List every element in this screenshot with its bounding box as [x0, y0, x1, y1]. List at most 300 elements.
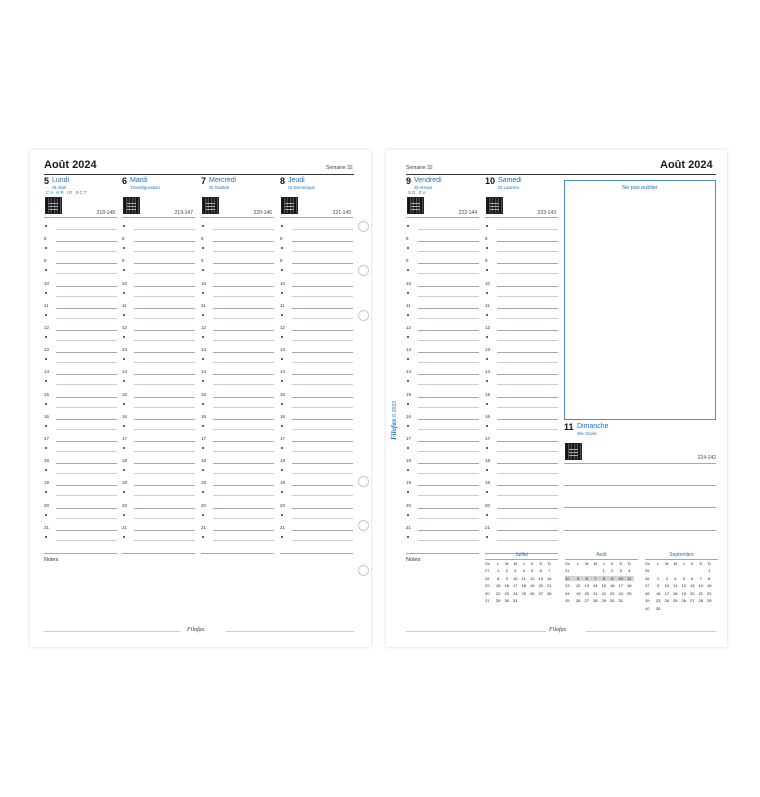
- hour-label: 14: [485, 369, 491, 375]
- hour-label: 11: [406, 302, 411, 308]
- hour-label: 20: [280, 502, 286, 508]
- half-hour-rule[interactable]: [56, 451, 117, 452]
- half-hour-rule[interactable]: [418, 273, 479, 274]
- half-hour-rule[interactable]: [213, 251, 274, 252]
- hour-rule[interactable]: [56, 419, 117, 420]
- half-hour-rule[interactable]: [292, 540, 353, 541]
- mini-calendar-date[interactable]: 20: [538, 583, 543, 589]
- mini-calendar-date[interactable]: 17: [513, 583, 518, 589]
- hour-rule[interactable]: [213, 241, 274, 242]
- mini-calendar-date[interactable]: 23: [610, 590, 615, 596]
- hour-rule[interactable]: [56, 308, 117, 309]
- hour-rule[interactable]: [292, 530, 353, 531]
- mini-calendar-date[interactable]: 18: [521, 583, 526, 589]
- hour-rule[interactable]: [292, 397, 353, 398]
- hour-rule[interactable]: [56, 508, 117, 509]
- half-hour-rule[interactable]: [497, 229, 558, 230]
- mini-calendar-date[interactable]: 21: [547, 583, 552, 589]
- mini-calendar-date[interactable]: 20: [690, 590, 695, 596]
- half-hour-rule[interactable]: [497, 495, 558, 496]
- mini-calendar-date[interactable]: 26: [681, 598, 686, 604]
- mini-calendar-date[interactable]: 6: [585, 575, 588, 581]
- hour-rule[interactable]: [292, 419, 353, 420]
- mini-calendar-date[interactable]: 31: [618, 598, 623, 604]
- mini-calendar-week-number: 36: [645, 575, 650, 581]
- mini-calendar-date[interactable]: 6: [691, 575, 694, 581]
- half-hour-rule[interactable]: [497, 273, 558, 274]
- mini-calendar-date[interactable]: 29: [707, 598, 712, 604]
- hour-rule[interactable]: [134, 441, 195, 442]
- mini-calendar-date[interactable]: 29: [601, 598, 606, 604]
- mini-calendar-date[interactable]: 24: [513, 590, 518, 596]
- mini-calendar-date[interactable]: 1: [602, 568, 605, 573]
- sunday-rule-1[interactable]: [564, 463, 716, 464]
- half-hour-dot: [202, 491, 204, 493]
- hour-rule[interactable]: [418, 530, 479, 531]
- hour-rule[interactable]: [134, 330, 195, 331]
- mini-calendar-date[interactable]: 8: [708, 575, 711, 581]
- half-hour-rule[interactable]: [56, 407, 117, 408]
- hour-rule[interactable]: [418, 330, 479, 331]
- half-hour-dot: [45, 447, 47, 449]
- hour-rule[interactable]: [418, 286, 479, 287]
- mini-calendar-date[interactable]: 11: [627, 575, 632, 581]
- half-hour-rule[interactable]: [213, 407, 274, 408]
- half-hour-rule[interactable]: [134, 518, 195, 519]
- half-hour-rule[interactable]: [292, 473, 353, 474]
- mini-calendar-date[interactable]: 2: [657, 575, 660, 581]
- mini-calendar-date[interactable]: 15: [496, 583, 501, 589]
- mini-calendar-date[interactable]: 3: [619, 568, 622, 573]
- mini-calendar-date[interactable]: 3: [665, 575, 668, 581]
- hour-rule[interactable]: [213, 508, 274, 509]
- half-hour-rule[interactable]: [56, 318, 117, 319]
- half-hour-rule[interactable]: [56, 473, 117, 474]
- half-hour-rule[interactable]: [134, 495, 195, 496]
- half-hour-rule[interactable]: [56, 251, 117, 252]
- hour-rule[interactable]: [213, 397, 274, 398]
- hour-rule[interactable]: [134, 530, 195, 531]
- half-hour-rule[interactable]: [56, 495, 117, 496]
- hour-rule[interactable]: [292, 263, 353, 264]
- half-hour-rule[interactable]: [497, 540, 558, 541]
- half-hour-rule[interactable]: [134, 429, 195, 430]
- half-hour-rule[interactable]: [134, 362, 195, 363]
- half-hour-rule[interactable]: [292, 296, 353, 297]
- hour-rule[interactable]: [134, 263, 195, 264]
- half-hour-rule[interactable]: [497, 407, 558, 408]
- mini-calendar-date[interactable]: 31: [513, 598, 518, 604]
- binder-hole-2: [358, 265, 369, 276]
- half-hour-rule[interactable]: [418, 340, 479, 341]
- half-hour-dot: [281, 358, 283, 360]
- half-hour-rule[interactable]: [497, 384, 558, 385]
- half-hour-rule[interactable]: [213, 451, 274, 452]
- hour-rule[interactable]: [134, 419, 195, 420]
- hour-label: 8: [485, 236, 488, 242]
- hour-rule[interactable]: [497, 286, 558, 287]
- mini-calendar-date[interactable]: 27: [690, 598, 695, 604]
- mini-calendar-date: [697, 568, 706, 573]
- left-week-label: Semaine 32: [326, 165, 353, 171]
- mini-calendar-date[interactable]: 1: [708, 568, 711, 573]
- half-hour-rule[interactable]: [134, 473, 195, 474]
- hour-rule[interactable]: [292, 508, 353, 509]
- mini-calendar-date[interactable]: 17: [664, 590, 669, 596]
- half-hour-rule[interactable]: [292, 318, 353, 319]
- day-footer-rule: [122, 553, 195, 554]
- hour-rule[interactable]: [213, 263, 274, 264]
- half-hour-rule[interactable]: [213, 518, 274, 519]
- mini-calendar-date[interactable]: 2: [505, 568, 508, 573]
- half-hour-rule[interactable]: [213, 473, 274, 474]
- half-hour-rule[interactable]: [418, 229, 479, 230]
- half-hour-rule[interactable]: [497, 518, 558, 519]
- half-hour-rule[interactable]: [292, 229, 353, 230]
- hour-rule[interactable]: [497, 241, 558, 242]
- sunday-rule-4[interactable]: [564, 530, 716, 531]
- hour-rule[interactable]: [497, 397, 558, 398]
- half-hour-rule[interactable]: [213, 340, 274, 341]
- half-hour-rule[interactable]: [134, 451, 195, 452]
- half-hour-rule[interactable]: [418, 451, 479, 452]
- hour-rule[interactable]: [134, 508, 195, 509]
- hour-rule[interactable]: [418, 397, 479, 398]
- mini-calendar-date[interactable]: 13: [690, 583, 695, 589]
- half-hour-rule[interactable]: [418, 407, 479, 408]
- mini-calendar-date[interactable]: 13: [584, 583, 589, 589]
- half-hour-dot: [123, 491, 125, 493]
- half-hour-rule[interactable]: [292, 407, 353, 408]
- hour-rule[interactable]: [56, 286, 117, 287]
- mini-calendar-date[interactable]: 13: [538, 575, 543, 581]
- half-hour-rule[interactable]: [497, 362, 558, 363]
- half-hour-rule[interactable]: [134, 296, 195, 297]
- hour-label: 14: [406, 369, 412, 375]
- mini-calendar-date[interactable]: 30: [504, 598, 509, 604]
- mini-calendar-date[interactable]: 19: [681, 590, 686, 596]
- half-hour-dot: [45, 514, 47, 516]
- hour-rule[interactable]: [418, 419, 479, 420]
- half-hour-dot: [202, 336, 204, 338]
- hour-rule[interactable]: [56, 463, 117, 464]
- hour-rule[interactable]: [292, 441, 353, 442]
- half-hour-rule[interactable]: [56, 429, 117, 430]
- half-hour-rule[interactable]: [418, 362, 479, 363]
- mini-calendar-date[interactable]: 2: [611, 568, 614, 573]
- hour-rule[interactable]: [418, 508, 479, 509]
- mini-calendar-date[interactable]: 28: [593, 598, 598, 604]
- sunday-rule-2[interactable]: [564, 485, 716, 486]
- hour-rule[interactable]: [292, 485, 353, 486]
- mini-calendar-date[interactable]: 24: [618, 590, 623, 596]
- mini-calendar-date[interactable]: 16: [656, 590, 661, 596]
- sunday-rule-3[interactable]: [564, 507, 716, 508]
- hour-rule[interactable]: [134, 463, 195, 464]
- hour-rule[interactable]: [56, 441, 117, 442]
- half-hour-rule[interactable]: [213, 495, 274, 496]
- hour-label: 13: [44, 347, 50, 353]
- half-hour-rule[interactable]: [56, 296, 117, 297]
- side-copyright: © 2023: [392, 401, 398, 418]
- mini-calendar-date[interactable]: 19: [530, 583, 535, 589]
- mini-calendar-date[interactable]: 5: [682, 575, 685, 581]
- hour-rule[interactable]: [497, 308, 558, 309]
- hour-rule[interactable]: [418, 374, 479, 375]
- hour-rule[interactable]: [213, 286, 274, 287]
- mini-calendar-date[interactable]: 7: [594, 575, 597, 581]
- half-hour-rule[interactable]: [213, 540, 274, 541]
- hour-rule[interactable]: [56, 241, 117, 242]
- mini-calendar-date[interactable]: 12: [681, 583, 686, 589]
- mini-calendar-date[interactable]: 14: [547, 575, 552, 581]
- mini-calendar-date[interactable]: 27: [538, 590, 543, 596]
- hour-rule[interactable]: [418, 485, 479, 486]
- mini-calendar-date[interactable]: 25: [627, 590, 632, 596]
- mini-calendar-date[interactable]: 18: [627, 583, 632, 589]
- hour-rule[interactable]: [497, 508, 558, 509]
- hour-rule[interactable]: [134, 374, 195, 375]
- mini-calendar-date[interactable]: 26: [576, 598, 581, 604]
- hour-rule[interactable]: [213, 352, 274, 353]
- hour-rule[interactable]: [418, 263, 479, 264]
- half-hour-rule[interactable]: [418, 384, 479, 385]
- hour-rule[interactable]: [292, 374, 353, 375]
- day-saint: St Laurent: [498, 185, 519, 190]
- half-hour-rule[interactable]: [56, 340, 117, 341]
- hour-rule[interactable]: [497, 263, 558, 264]
- mini-calendar-date[interactable]: 15: [707, 583, 712, 589]
- half-hour-rule[interactable]: [418, 429, 479, 430]
- mini-calendar-date[interactable]: 22: [601, 590, 606, 596]
- half-hour-rule[interactable]: [134, 340, 195, 341]
- half-hour-rule[interactable]: [418, 495, 479, 496]
- hour-rule[interactable]: [292, 330, 353, 331]
- half-hour-rule[interactable]: [497, 429, 558, 430]
- half-hour-rule[interactable]: [292, 251, 353, 252]
- half-hour-rule[interactable]: [497, 451, 558, 452]
- mini-calendar-date[interactable]: 8: [497, 575, 500, 581]
- hour-rule[interactable]: [497, 330, 558, 331]
- mini-calendar-date[interactable]: 28: [547, 590, 552, 596]
- half-hour-rule[interactable]: [292, 384, 353, 385]
- half-hour-rule[interactable]: [418, 251, 479, 252]
- hour-rule[interactable]: [418, 241, 479, 242]
- hour-rule[interactable]: [497, 441, 558, 442]
- half-hour-rule[interactable]: [418, 518, 479, 519]
- hour-rule[interactable]: [134, 397, 195, 398]
- half-hour-rule[interactable]: [292, 495, 353, 496]
- hour-rule[interactable]: [213, 441, 274, 442]
- mini-calendar-date[interactable]: 30: [610, 598, 615, 604]
- half-hour-rule[interactable]: [292, 451, 353, 452]
- mini-calendar-date[interactable]: 16: [610, 583, 615, 589]
- mini-calendar-date[interactable]: 16: [504, 583, 509, 589]
- hour-rule[interactable]: [56, 374, 117, 375]
- half-hour-rule[interactable]: [56, 273, 117, 274]
- half-hour-rule[interactable]: [134, 251, 195, 252]
- mini-calendar-date[interactable]: 28: [698, 598, 703, 604]
- mini-calendar-date[interactable]: 26: [530, 590, 535, 596]
- hour-rule[interactable]: [56, 485, 117, 486]
- mini-calendar-date[interactable]: 22: [707, 590, 712, 596]
- hour-rule[interactable]: [292, 308, 353, 309]
- mini-calendar-date[interactable]: 3: [514, 568, 517, 573]
- hour-rule[interactable]: [497, 419, 558, 420]
- hour-rule[interactable]: [418, 463, 479, 464]
- half-hour-rule[interactable]: [418, 540, 479, 541]
- hour-rule[interactable]: [213, 330, 274, 331]
- half-hour-rule[interactable]: [134, 229, 195, 230]
- hour-rule[interactable]: [497, 530, 558, 531]
- half-hour-rule[interactable]: [213, 273, 274, 274]
- mini-calendar-date[interactable]: 23: [656, 598, 661, 604]
- half-hour-dot: [123, 247, 125, 249]
- half-hour-rule[interactable]: [213, 229, 274, 230]
- half-hour-rule[interactable]: [418, 473, 479, 474]
- sunday-day-count: 224-142: [697, 455, 716, 461]
- half-hour-rule[interactable]: [213, 384, 274, 385]
- mini-calendar-date[interactable]: 12: [530, 575, 535, 581]
- hour-rule[interactable]: [292, 241, 353, 242]
- hour-rule[interactable]: [213, 419, 274, 420]
- half-hour-rule[interactable]: [418, 296, 479, 297]
- half-hour-rule[interactable]: [292, 273, 353, 274]
- mini-calendar-date[interactable]: 5: [531, 568, 534, 573]
- hour-rule[interactable]: [134, 286, 195, 287]
- half-hour-rule[interactable]: [56, 518, 117, 519]
- reminder-box[interactable]: [564, 180, 716, 420]
- hour-rule[interactable]: [292, 463, 353, 464]
- half-hour-dot: [281, 536, 283, 538]
- mini-calendar-date[interactable]: 8: [602, 575, 605, 581]
- mini-calendar-week: [645, 591, 714, 596]
- half-hour-rule[interactable]: [56, 540, 117, 541]
- half-hour-rule[interactable]: [497, 296, 558, 297]
- mini-calendar-date[interactable]: 14: [593, 583, 598, 589]
- mini-calendar-date[interactable]: 12: [576, 583, 581, 589]
- hour-rule[interactable]: [213, 485, 274, 486]
- mini-calendar-date[interactable]: 21: [698, 590, 703, 596]
- hour-rule[interactable]: [418, 308, 479, 309]
- mini-calendar-date[interactable]: 17: [618, 583, 623, 589]
- half-hour-rule[interactable]: [497, 318, 558, 319]
- hour-rule[interactable]: [418, 441, 479, 442]
- mini-calendar-date[interactable]: 10: [664, 583, 669, 589]
- half-hour-rule[interactable]: [497, 473, 558, 474]
- mini-calendar-date[interactable]: 11: [673, 583, 678, 589]
- hour-rule[interactable]: [213, 374, 274, 375]
- half-hour-rule[interactable]: [292, 362, 353, 363]
- half-hour-rule[interactable]: [56, 229, 117, 230]
- hour-rule[interactable]: [134, 485, 195, 486]
- mini-calendar-date[interactable]: 30: [656, 606, 661, 611]
- mini-calendar-date[interactable]: 7: [548, 568, 551, 573]
- hour-rule[interactable]: [134, 241, 195, 242]
- mini-calendar-date[interactable]: 23: [504, 590, 509, 596]
- hour-rule[interactable]: [292, 286, 353, 287]
- mini-calendar-date[interactable]: 4: [674, 575, 677, 581]
- hour-label: 16: [280, 413, 286, 419]
- mini-calendar-date[interactable]: 19: [576, 590, 581, 596]
- mini-calendar-date[interactable]: 9: [505, 575, 508, 581]
- hour-rule[interactable]: [497, 485, 558, 486]
- half-hour-dot: [486, 314, 488, 316]
- half-hour-rule[interactable]: [497, 251, 558, 252]
- half-hour-rule[interactable]: [213, 296, 274, 297]
- mini-calendar-weekday: D: [707, 561, 711, 566]
- mini-calendar-date[interactable]: 27: [584, 598, 589, 604]
- hour-label: 11: [44, 302, 49, 308]
- half-hour-rule[interactable]: [292, 429, 353, 430]
- half-hour-rule[interactable]: [56, 362, 117, 363]
- half-hour-rule[interactable]: [134, 540, 195, 541]
- half-hour-rule[interactable]: [134, 384, 195, 385]
- hour-rule[interactable]: [213, 463, 274, 464]
- mini-calendar-date[interactable]: 4: [628, 568, 631, 573]
- half-hour-rule[interactable]: [134, 273, 195, 274]
- half-hour-rule[interactable]: [213, 362, 274, 363]
- hour-rule[interactable]: [56, 330, 117, 331]
- hour-rule[interactable]: [213, 308, 274, 309]
- half-hour-rule[interactable]: [418, 318, 479, 319]
- hour-label: 19: [122, 480, 128, 486]
- mini-calendar-date[interactable]: 25: [673, 598, 678, 604]
- hour-rule[interactable]: [497, 374, 558, 375]
- hour-rule[interactable]: [56, 352, 117, 353]
- mini-calendar-date[interactable]: 20: [584, 590, 589, 596]
- mini-calendar-date[interactable]: 25: [521, 590, 526, 596]
- hour-rule[interactable]: [56, 397, 117, 398]
- mini-calendar-date[interactable]: 14: [698, 583, 703, 589]
- mini-calendar-date[interactable]: 4: [522, 568, 525, 573]
- half-hour-rule[interactable]: [134, 318, 195, 319]
- mini-calendar-date[interactable]: 10: [513, 575, 518, 581]
- hour-rule[interactable]: [56, 263, 117, 264]
- mini-calendar-date[interactable]: 18: [673, 590, 678, 596]
- half-hour-rule[interactable]: [292, 518, 353, 519]
- half-hour-rule[interactable]: [213, 318, 274, 319]
- mini-calendar-date[interactable]: 24: [664, 598, 669, 604]
- mini-calendar-date[interactable]: 15: [601, 583, 606, 589]
- mini-calendar-date[interactable]: 1: [497, 568, 500, 573]
- mini-calendar-date[interactable]: 9: [611, 575, 614, 581]
- mini-calendar-date[interactable]: 5: [577, 575, 580, 581]
- mini-calendar-date[interactable]: 29: [496, 598, 501, 604]
- mini-calendar-date[interactable]: 7: [699, 575, 702, 581]
- half-hour-rule[interactable]: [292, 340, 353, 341]
- hour-rule[interactable]: [56, 530, 117, 531]
- hour-rule[interactable]: [418, 352, 479, 353]
- half-hour-rule[interactable]: [134, 407, 195, 408]
- mini-calendar-date[interactable]: 11: [521, 575, 526, 581]
- half-hour-rule[interactable]: [497, 340, 558, 341]
- half-hour-rule[interactable]: [213, 429, 274, 430]
- hour-rule[interactable]: [134, 308, 195, 309]
- mini-calendar-date[interactable]: 6: [539, 568, 542, 573]
- mini-calendar-date[interactable]: 9: [657, 583, 660, 589]
- half-hour-dot: [123, 514, 125, 516]
- mini-calendar-date[interactable]: 22: [496, 590, 501, 596]
- half-hour-rule[interactable]: [56, 384, 117, 385]
- hour-rule[interactable]: [497, 352, 558, 353]
- hour-rule[interactable]: [134, 352, 195, 353]
- mini-calendar-date[interactable]: 21: [593, 590, 598, 596]
- hour-rule[interactable]: [213, 530, 274, 531]
- mini-calendar-date[interactable]: 10: [618, 575, 623, 581]
- hour-rule[interactable]: [292, 352, 353, 353]
- hour-rule[interactable]: [497, 463, 558, 464]
